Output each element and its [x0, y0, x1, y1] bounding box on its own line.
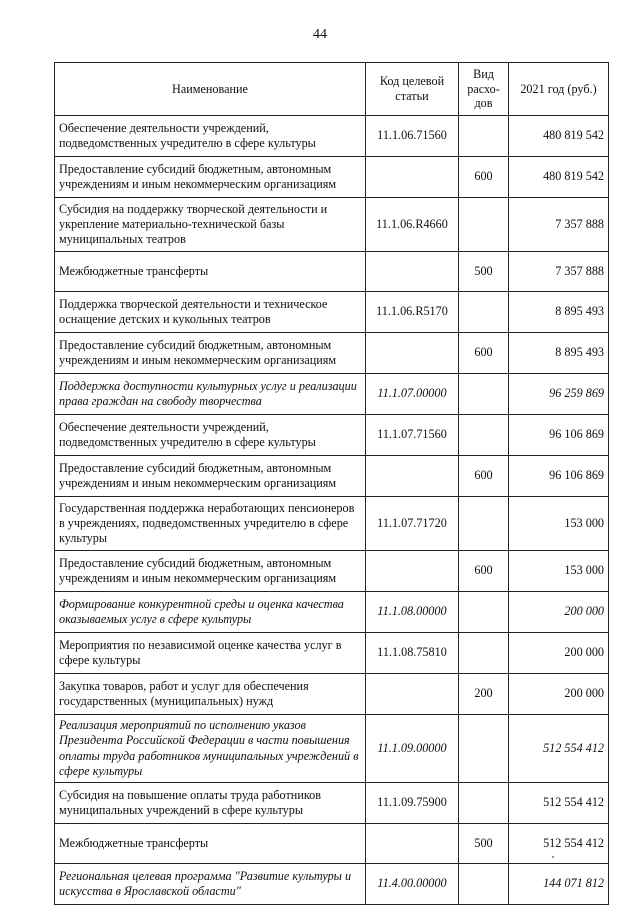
row-amount: 153 000	[509, 551, 609, 592]
row-type: 600	[459, 157, 509, 198]
row-amount: 96 259 869	[509, 374, 609, 415]
row-type	[459, 715, 509, 783]
table-row	[55, 497, 609, 551]
table-row	[55, 715, 609, 783]
row-name: Региональная целевая программа "Развитие культуры и искусства в Ярославской области"	[55, 864, 366, 905]
row-type: 200	[459, 674, 509, 715]
row-amount: 96 106 869	[509, 456, 609, 497]
row-code: 11.1.08.75810	[366, 633, 459, 674]
row-name: Обеспечение деятельности учреждений, подведомственных учредителю в сфере культуры	[55, 116, 366, 157]
row-type: 600	[459, 456, 509, 497]
row-code: 11.1.06.71560	[366, 116, 459, 157]
table-row	[55, 198, 609, 252]
row-code	[366, 252, 459, 292]
row-name: Предоставление субсидий бюджетным, автономным учреждениям и иным некоммерческим организациям	[55, 157, 366, 198]
row-code: 11.1.08.00000	[366, 592, 459, 633]
header-name: Наименование	[55, 63, 366, 116]
row-amount: 200 000	[509, 592, 609, 633]
row-name: Субсидия на повышение оплаты труда работников муниципальных учреждений в сфере культуры	[55, 783, 366, 824]
row-code	[366, 824, 459, 864]
row-type	[459, 292, 509, 333]
table-row	[55, 374, 609, 415]
row-type	[459, 497, 509, 551]
row-code	[366, 157, 459, 198]
row-name: Формирование конкурентной среды и оценка качества оказываемых услуг в сфере культуры	[55, 592, 366, 633]
row-name: Поддержка творческой деятельности и техническое оснащение детских и кукольных театров	[55, 292, 366, 333]
table-row	[55, 864, 609, 905]
header-code: Код целевой статьи	[366, 63, 459, 116]
row-type	[459, 415, 509, 456]
row-amount: 512 554 412	[509, 783, 609, 824]
row-amount: 480 819 542	[509, 116, 609, 157]
table-row	[55, 456, 609, 497]
row-type	[459, 864, 509, 905]
table-row	[55, 157, 609, 198]
row-name: Межбюджетные трансферты	[55, 824, 366, 864]
table-row	[55, 824, 609, 864]
row-amount: 512 554 412	[509, 715, 609, 783]
row-name: Реализация мероприятий по исполнению указов Президента Российской Федерации в части повышения оплаты труда работников муниципальных учреждений в сфере культуры	[55, 715, 366, 783]
row-code: 11.4.00.00000	[366, 864, 459, 905]
row-type	[459, 633, 509, 674]
row-type: 500	[459, 824, 509, 864]
row-type	[459, 592, 509, 633]
row-name: Межбюджетные трансферты	[55, 252, 366, 292]
row-type: 500	[459, 252, 509, 292]
row-amount: 512 554 412	[509, 824, 609, 864]
row-name: Государственная поддержка неработающих пенсионеров в учреждениях, подведомственных учредителю в сфере культуры	[55, 497, 366, 551]
table-row	[55, 252, 609, 292]
table-row	[55, 551, 609, 592]
table-header-row	[55, 63, 609, 116]
table-row	[55, 292, 609, 333]
table-row	[55, 633, 609, 674]
row-code: 11.1.07.71720	[366, 497, 459, 551]
row-amount: 96 106 869	[509, 415, 609, 456]
row-code: 11.1.06.R4660	[366, 198, 459, 252]
row-amount: 200 000	[509, 633, 609, 674]
row-name: Предоставление субсидий бюджетным, автономным учреждениям и иным некоммерческим организациям	[55, 456, 366, 497]
row-code: 11.1.07.00000	[366, 374, 459, 415]
row-code: 11.1.07.71560	[366, 415, 459, 456]
row-name: Обеспечение деятельности учреждений, подведомственных учредителю в сфере культуры	[55, 415, 366, 456]
header-amount: 2021 год (руб.)	[509, 63, 609, 116]
table-row	[55, 783, 609, 824]
row-amount: 200 000	[509, 674, 609, 715]
table-row	[55, 674, 609, 715]
header-type: Вид расхо-дов	[459, 63, 509, 116]
row-code: 11.1.06.R5170	[366, 292, 459, 333]
row-name: Поддержка доступности культурных услуг и реализации права граждан на свободу творчества	[55, 374, 366, 415]
row-amount: 144 071 812	[509, 864, 609, 905]
row-amount: 8 895 493	[509, 333, 609, 374]
row-type: 600	[459, 551, 509, 592]
budget-table	[54, 62, 609, 905]
row-code	[366, 674, 459, 715]
row-name: Закупка товаров, работ и услуг для обеспечения государственных (муниципальных) нужд	[55, 674, 366, 715]
row-amount: 8 895 493	[509, 292, 609, 333]
row-name: Предоставление субсидий бюджетным, автономным учреждениям и иным некоммерческим организациям	[55, 333, 366, 374]
row-type	[459, 116, 509, 157]
row-name: Мероприятия по независимой оценке качества услуг в сфере культуры	[55, 633, 366, 674]
row-amount: 7 357 888	[509, 252, 609, 292]
row-code: 11.1.09.00000	[366, 715, 459, 783]
row-type	[459, 783, 509, 824]
table-row	[55, 333, 609, 374]
scan-speck	[552, 856, 554, 858]
row-name: Субсидия на поддержку творческой деятельности и укрепление материально-технической базы муниципальных театров	[55, 198, 366, 252]
row-type	[459, 198, 509, 252]
page-number: 44	[313, 27, 327, 42]
row-amount: 480 819 542	[509, 157, 609, 198]
row-code: 11.1.09.75900	[366, 783, 459, 824]
row-name: Предоставление субсидий бюджетным, автономным учреждениям и иным некоммерческим организациям	[55, 551, 366, 592]
table-row	[55, 116, 609, 157]
row-code	[366, 456, 459, 497]
row-code	[366, 333, 459, 374]
table-row	[55, 592, 609, 633]
row-type	[459, 374, 509, 415]
row-amount: 153 000	[509, 497, 609, 551]
row-code	[366, 551, 459, 592]
row-type: 600	[459, 333, 509, 374]
table-row	[55, 415, 609, 456]
row-amount: 7 357 888	[509, 198, 609, 252]
